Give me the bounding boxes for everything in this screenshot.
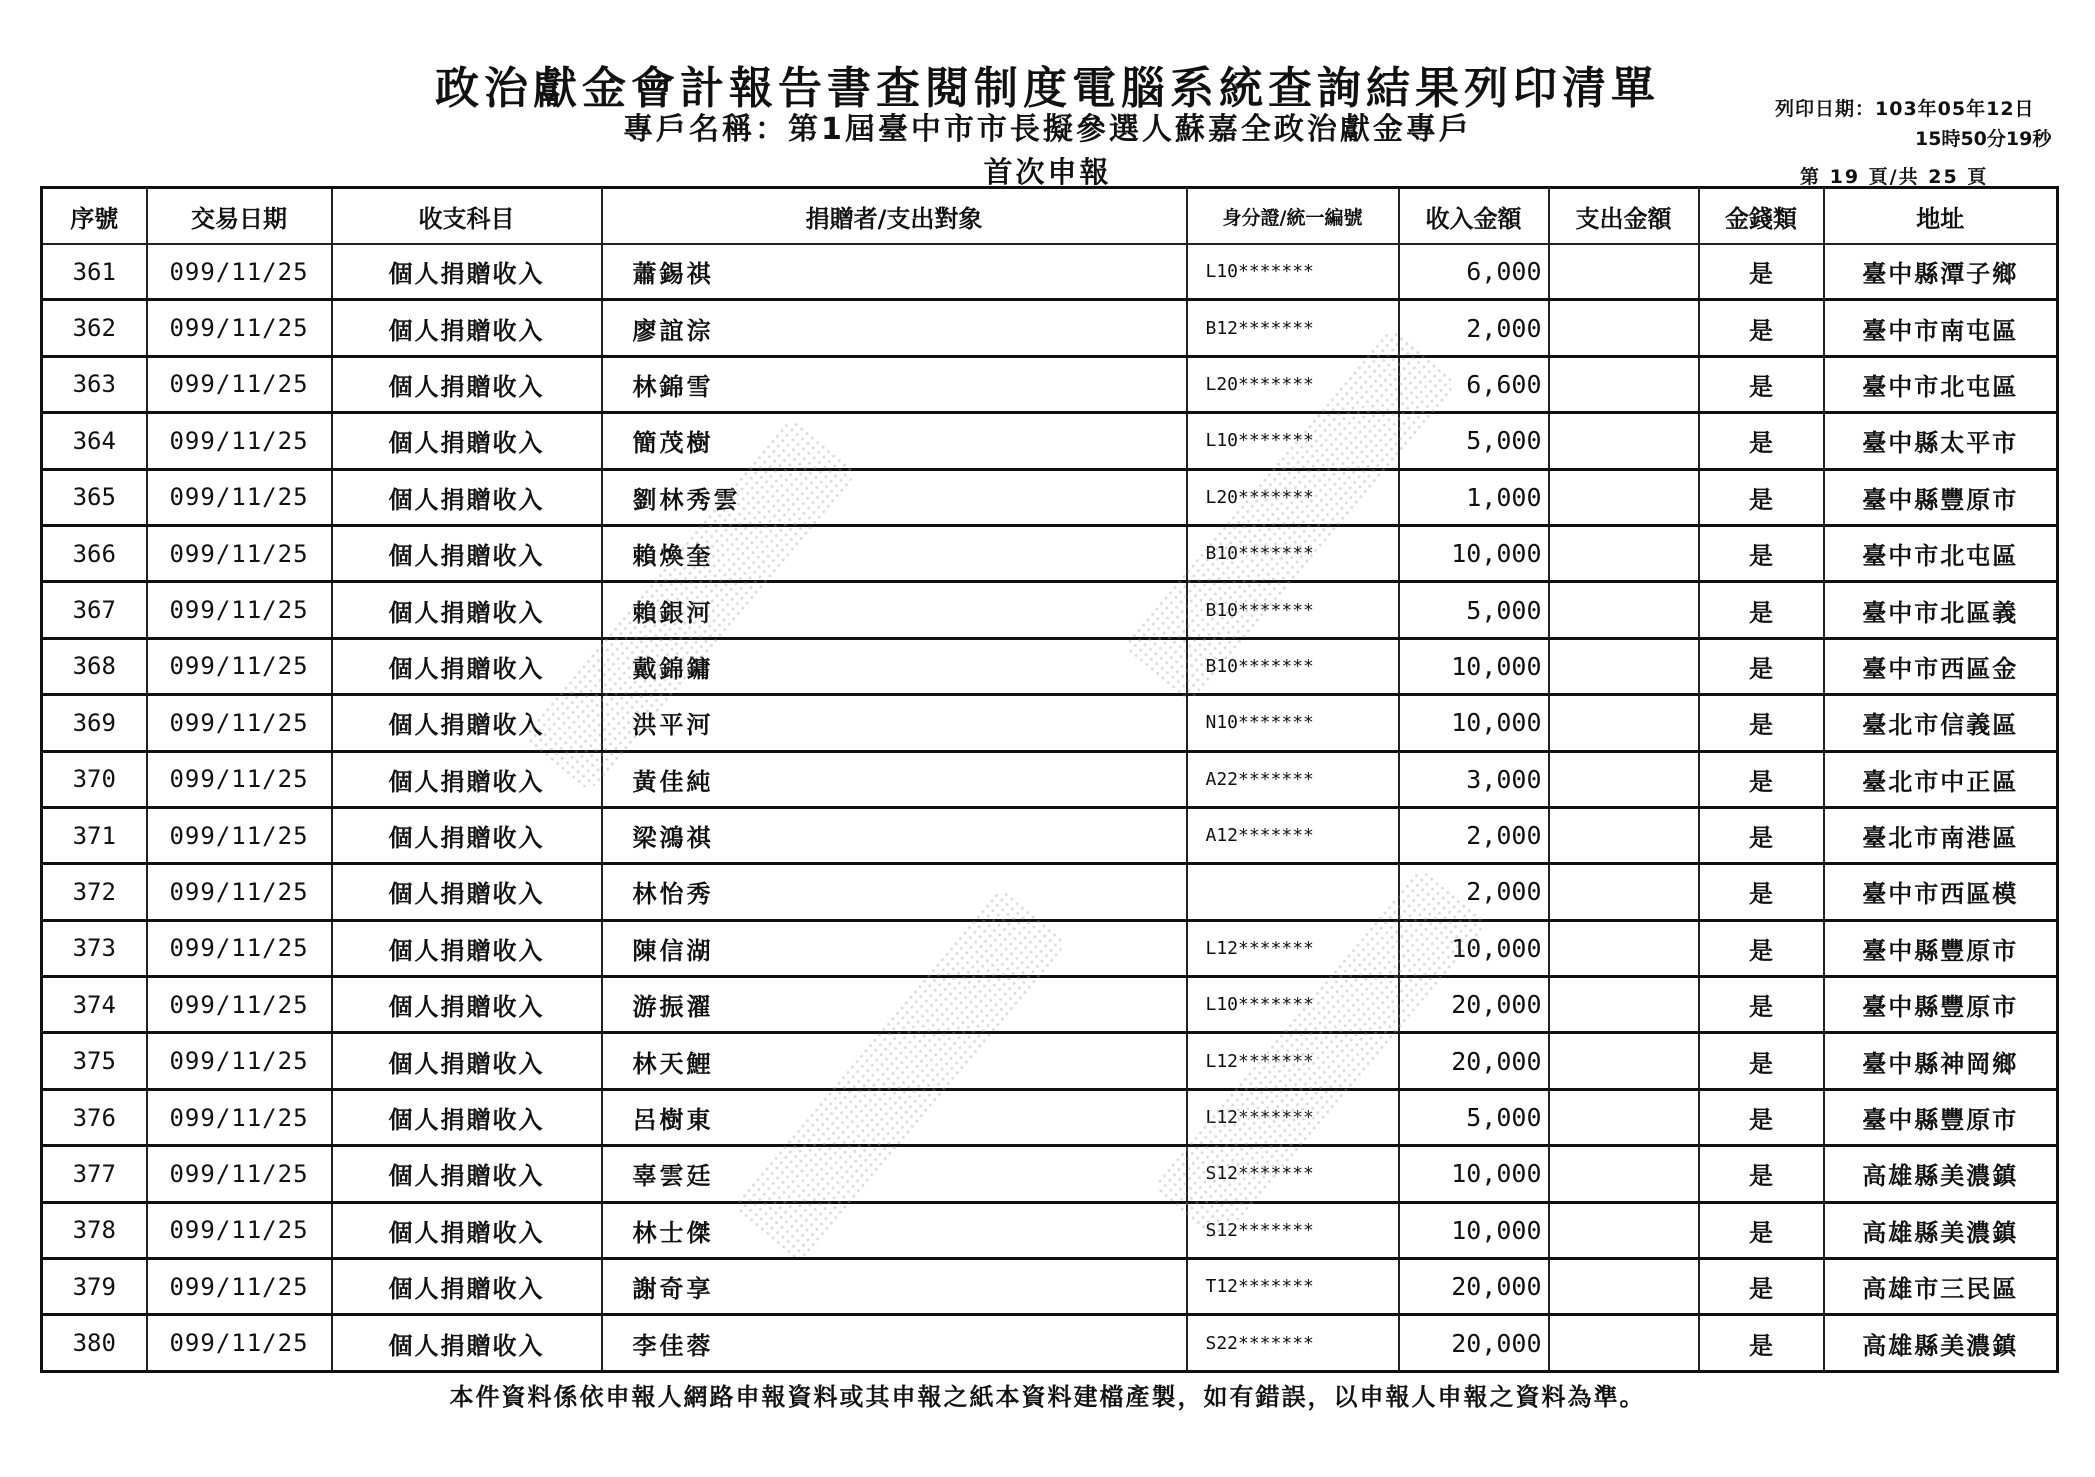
col-header-address: 地址 xyxy=(1824,188,2058,245)
donor-id: S12******* xyxy=(1187,1202,1399,1258)
expense-amount xyxy=(1549,300,1699,356)
expense-amount xyxy=(1549,1202,1699,1258)
table-header-row xyxy=(42,188,2058,245)
table-row xyxy=(42,244,2058,300)
row-number: 373 xyxy=(42,920,147,976)
income-category: 個人捐贈收入 xyxy=(332,469,602,525)
income-category: 個人捐贈收入 xyxy=(332,1202,602,1258)
income-amount: 5,000 xyxy=(1399,582,1549,638)
cash-flag: 是 xyxy=(1699,920,1824,976)
expense-amount xyxy=(1549,1315,1699,1371)
expense-amount xyxy=(1549,525,1699,581)
income-amount: 2,000 xyxy=(1399,807,1549,863)
expense-amount xyxy=(1549,413,1699,469)
donor-name: 陳信湖 xyxy=(602,920,1187,976)
donor-id: A22******* xyxy=(1187,751,1399,807)
expense-amount xyxy=(1549,695,1699,751)
expense-amount xyxy=(1549,469,1699,525)
row-number: 368 xyxy=(42,638,147,694)
transaction-date: 099/11/25 xyxy=(147,413,332,469)
donor-address: 臺北市信義區 xyxy=(1824,695,2058,751)
expense-amount xyxy=(1549,244,1699,300)
cash-flag: 是 xyxy=(1699,1202,1824,1258)
table-row xyxy=(42,864,2058,920)
donor-name: 呂樹東 xyxy=(602,1089,1187,1145)
income-category: 個人捐贈收入 xyxy=(332,920,602,976)
expense-amount xyxy=(1549,920,1699,976)
donor-id: L12******* xyxy=(1187,1033,1399,1089)
income-amount: 20,000 xyxy=(1399,977,1549,1033)
transaction-date: 099/11/25 xyxy=(147,1146,332,1202)
donor-name: 戴錦鏞 xyxy=(602,638,1187,694)
table-row xyxy=(42,525,2058,581)
donor-id xyxy=(1187,864,1399,920)
income-amount: 20,000 xyxy=(1399,1315,1549,1371)
expense-amount xyxy=(1549,807,1699,863)
transaction-date: 099/11/25 xyxy=(147,695,332,751)
transaction-date: 099/11/25 xyxy=(147,525,332,581)
cash-flag: 是 xyxy=(1699,244,1824,300)
disclaimer-note: 本件資料係依申報人網路申報資料或其申報之紙本資料建檔產製，如有錯誤，以申報人申報之資料為準。 xyxy=(449,1383,1646,1411)
donor-id: N10******* xyxy=(1187,695,1399,751)
donor-name: 辜雲廷 xyxy=(602,1146,1187,1202)
table-body xyxy=(42,244,2058,1371)
cash-flag: 是 xyxy=(1699,582,1824,638)
col-header-category: 收支科目 xyxy=(332,188,602,245)
income-category: 個人捐贈收入 xyxy=(332,1033,602,1089)
expense-amount xyxy=(1549,1089,1699,1145)
donor-address: 臺北市南港區 xyxy=(1824,807,2058,863)
table-row xyxy=(42,1202,2058,1258)
donor-id: B10******* xyxy=(1187,525,1399,581)
income-amount: 20,000 xyxy=(1399,1033,1549,1089)
income-category: 個人捐贈收入 xyxy=(332,695,602,751)
row-number: 372 xyxy=(42,864,147,920)
col-header-party: 捐贈者/支出對象 xyxy=(602,188,1187,245)
row-number: 370 xyxy=(42,751,147,807)
transaction-date: 099/11/25 xyxy=(147,244,332,300)
account-name: 專戶名稱：第1屆臺中市市長擬參選人蘇嘉全政治獻金專戶 xyxy=(623,112,1472,147)
income-category: 個人捐贈收入 xyxy=(332,1315,602,1371)
donor-address: 高雄縣美濃鎮 xyxy=(1824,1202,2058,1258)
table-row xyxy=(42,807,2058,863)
transaction-date: 099/11/25 xyxy=(147,638,332,694)
income-amount: 2,000 xyxy=(1399,300,1549,356)
transaction-date: 099/11/25 xyxy=(147,356,332,412)
table-row xyxy=(42,751,2058,807)
income-amount: 1,000 xyxy=(1399,469,1549,525)
col-header-no: 序號 xyxy=(42,188,147,245)
row-number: 365 xyxy=(42,469,147,525)
table-row xyxy=(42,1089,2058,1145)
expense-amount xyxy=(1549,751,1699,807)
row-number: 375 xyxy=(42,1033,147,1089)
donor-id: L12******* xyxy=(1187,1089,1399,1145)
income-category: 個人捐贈收入 xyxy=(332,413,602,469)
donor-name: 游振濯 xyxy=(602,977,1187,1033)
row-number: 377 xyxy=(42,1146,147,1202)
income-amount: 10,000 xyxy=(1399,695,1549,751)
donor-name: 洪平河 xyxy=(602,695,1187,751)
transaction-date: 099/11/25 xyxy=(147,300,332,356)
donor-id: S22******* xyxy=(1187,1315,1399,1371)
donation-table xyxy=(40,186,2059,1373)
donor-name: 謝奇享 xyxy=(602,1259,1187,1315)
row-number: 378 xyxy=(42,1202,147,1258)
income-category: 個人捐贈收入 xyxy=(332,807,602,863)
row-number: 363 xyxy=(42,356,147,412)
row-number: 366 xyxy=(42,525,147,581)
transaction-date: 099/11/25 xyxy=(147,1033,332,1089)
expense-amount xyxy=(1549,1033,1699,1089)
cash-flag: 是 xyxy=(1699,1259,1824,1315)
donor-address: 臺中縣豐原市 xyxy=(1824,977,2058,1033)
donor-id: A12******* xyxy=(1187,807,1399,863)
donor-id: S12******* xyxy=(1187,1146,1399,1202)
donor-name: 林怡秀 xyxy=(602,864,1187,920)
donor-address: 臺中市西區金 xyxy=(1824,638,2058,694)
income-amount: 2,000 xyxy=(1399,864,1549,920)
expense-amount xyxy=(1549,1146,1699,1202)
income-category: 個人捐贈收入 xyxy=(332,864,602,920)
expense-amount xyxy=(1549,1259,1699,1315)
income-category: 個人捐贈收入 xyxy=(332,300,602,356)
donor-name: 簡茂樹 xyxy=(602,413,1187,469)
cash-flag: 是 xyxy=(1699,356,1824,412)
table-row xyxy=(42,638,2058,694)
donor-id: L12******* xyxy=(1187,920,1399,976)
income-category: 個人捐贈收入 xyxy=(332,638,602,694)
table-row xyxy=(42,1259,2058,1315)
col-header-expense: 支出金額 xyxy=(1549,188,1699,245)
transaction-date: 099/11/25 xyxy=(147,751,332,807)
table-row xyxy=(42,1033,2058,1089)
income-category: 個人捐贈收入 xyxy=(332,582,602,638)
col-header-income: 收入金額 xyxy=(1399,188,1549,245)
donor-address: 臺中市北屯區 xyxy=(1824,525,2058,581)
cash-flag: 是 xyxy=(1699,1089,1824,1145)
income-category: 個人捐贈收入 xyxy=(332,525,602,581)
col-header-id: 身分證/統一編號 xyxy=(1187,188,1399,245)
donor-name: 賴銀河 xyxy=(602,582,1187,638)
donor-address: 臺中縣太平市 xyxy=(1824,413,2058,469)
transaction-date: 099/11/25 xyxy=(147,469,332,525)
table-row xyxy=(42,469,2058,525)
row-number: 367 xyxy=(42,582,147,638)
row-number: 362 xyxy=(42,300,147,356)
transaction-date: 099/11/25 xyxy=(147,1202,332,1258)
cash-flag: 是 xyxy=(1699,977,1824,1033)
transaction-date: 099/11/25 xyxy=(147,864,332,920)
row-number: 364 xyxy=(42,413,147,469)
income-amount: 6,600 xyxy=(1399,356,1549,412)
report-type: 首次申報 xyxy=(983,155,1112,189)
cash-flag: 是 xyxy=(1699,638,1824,694)
income-category: 個人捐贈收入 xyxy=(332,1089,602,1145)
transaction-date: 099/11/25 xyxy=(147,920,332,976)
col-header-cash: 金錢類 xyxy=(1699,188,1824,245)
donor-name: 林士傑 xyxy=(602,1202,1187,1258)
donor-id: B12******* xyxy=(1187,300,1399,356)
table-row xyxy=(42,582,2058,638)
donor-name: 廖誼淙 xyxy=(602,300,1187,356)
expense-amount xyxy=(1549,977,1699,1033)
donor-id: T12******* xyxy=(1187,1259,1399,1315)
income-category: 個人捐贈收入 xyxy=(332,1259,602,1315)
row-number: 369 xyxy=(42,695,147,751)
print-time: 15時50分19秒 xyxy=(1915,128,2052,150)
income-amount: 10,000 xyxy=(1399,638,1549,694)
cash-flag: 是 xyxy=(1699,864,1824,920)
transaction-date: 099/11/25 xyxy=(147,1315,332,1371)
donor-address: 臺北市中正區 xyxy=(1824,751,2058,807)
income-amount: 10,000 xyxy=(1399,1202,1549,1258)
expense-amount xyxy=(1549,356,1699,412)
donor-id: B10******* xyxy=(1187,582,1399,638)
row-number: 371 xyxy=(42,807,147,863)
table-row xyxy=(42,977,2058,1033)
expense-amount xyxy=(1549,864,1699,920)
donor-name: 劉林秀雲 xyxy=(602,469,1187,525)
donor-id: B10******* xyxy=(1187,638,1399,694)
row-number: 376 xyxy=(42,1089,147,1145)
donor-id: L20******* xyxy=(1187,356,1399,412)
donor-id: L10******* xyxy=(1187,977,1399,1033)
expense-amount xyxy=(1549,582,1699,638)
donor-id: L10******* xyxy=(1187,244,1399,300)
income-amount: 10,000 xyxy=(1399,920,1549,976)
income-amount: 5,000 xyxy=(1399,413,1549,469)
table-row xyxy=(42,300,2058,356)
donor-address: 臺中市北區義 xyxy=(1824,582,2058,638)
row-number: 379 xyxy=(42,1259,147,1315)
donor-address: 臺中市北屯區 xyxy=(1824,356,2058,412)
income-amount: 3,000 xyxy=(1399,751,1549,807)
donor-name: 梁鴻祺 xyxy=(602,807,1187,863)
donor-address: 臺中市西區模 xyxy=(1824,864,2058,920)
row-number: 361 xyxy=(42,244,147,300)
table-row xyxy=(42,1146,2058,1202)
cash-flag: 是 xyxy=(1699,525,1824,581)
income-category: 個人捐贈收入 xyxy=(332,244,602,300)
cash-flag: 是 xyxy=(1699,469,1824,525)
row-number: 380 xyxy=(42,1315,147,1371)
cash-flag: 是 xyxy=(1699,751,1824,807)
transaction-date: 099/11/25 xyxy=(147,1259,332,1315)
donor-name: 李佳蓉 xyxy=(602,1315,1187,1371)
transaction-date: 099/11/25 xyxy=(147,1089,332,1145)
income-amount: 10,000 xyxy=(1399,1146,1549,1202)
transaction-date: 099/11/25 xyxy=(147,807,332,863)
income-amount: 10,000 xyxy=(1399,525,1549,581)
income-amount: 20,000 xyxy=(1399,1259,1549,1315)
table-row xyxy=(42,1315,2058,1371)
donor-address: 臺中縣豐原市 xyxy=(1824,469,2058,525)
row-number: 374 xyxy=(42,977,147,1033)
cash-flag: 是 xyxy=(1699,413,1824,469)
income-amount: 6,000 xyxy=(1399,244,1549,300)
transaction-date: 099/11/25 xyxy=(147,977,332,1033)
donor-address: 高雄市三民區 xyxy=(1824,1259,2058,1315)
donor-address: 高雄縣美濃鎮 xyxy=(1824,1146,2058,1202)
donor-address: 臺中縣潭子鄉 xyxy=(1824,244,2058,300)
transaction-date: 099/11/25 xyxy=(147,582,332,638)
table-row xyxy=(42,356,2058,412)
cash-flag: 是 xyxy=(1699,300,1824,356)
income-category: 個人捐贈收入 xyxy=(332,1146,602,1202)
donor-id: L20******* xyxy=(1187,469,1399,525)
donor-name: 賴煥奎 xyxy=(602,525,1187,581)
cash-flag: 是 xyxy=(1699,807,1824,863)
table-row xyxy=(42,695,2058,751)
print-date: 列印日期：103年05年12日 xyxy=(1775,98,2035,120)
income-category: 個人捐贈收入 xyxy=(332,977,602,1033)
donor-address: 臺中縣神岡鄉 xyxy=(1824,1033,2058,1089)
col-header-date: 交易日期 xyxy=(147,188,332,245)
income-category: 個人捐贈收入 xyxy=(332,356,602,412)
cash-flag: 是 xyxy=(1699,1146,1824,1202)
cash-flag: 是 xyxy=(1699,1315,1824,1371)
page-number: 第 19 頁/共 25 頁 xyxy=(1800,166,1989,188)
cash-flag: 是 xyxy=(1699,695,1824,751)
donor-address: 臺中市南屯區 xyxy=(1824,300,2058,356)
donor-name: 黃佳純 xyxy=(602,751,1187,807)
income-category: 個人捐贈收入 xyxy=(332,751,602,807)
donor-id: L10******* xyxy=(1187,413,1399,469)
donor-address: 臺中縣豐原市 xyxy=(1824,920,2058,976)
donor-address: 臺中縣豐原市 xyxy=(1824,1089,2058,1145)
donor-name: 林錦雪 xyxy=(602,356,1187,412)
report-title: 政治獻金會計報告書查閱制度電腦系統查詢結果列印清單 xyxy=(435,63,1660,114)
donor-address: 高雄縣美濃鎮 xyxy=(1824,1315,2058,1371)
donor-name: 蕭錫祺 xyxy=(602,244,1187,300)
table-row xyxy=(42,413,2058,469)
donor-name: 林天鯉 xyxy=(602,1033,1187,1089)
cash-flag: 是 xyxy=(1699,1033,1824,1089)
income-amount: 5,000 xyxy=(1399,1089,1549,1145)
expense-amount xyxy=(1549,638,1699,694)
